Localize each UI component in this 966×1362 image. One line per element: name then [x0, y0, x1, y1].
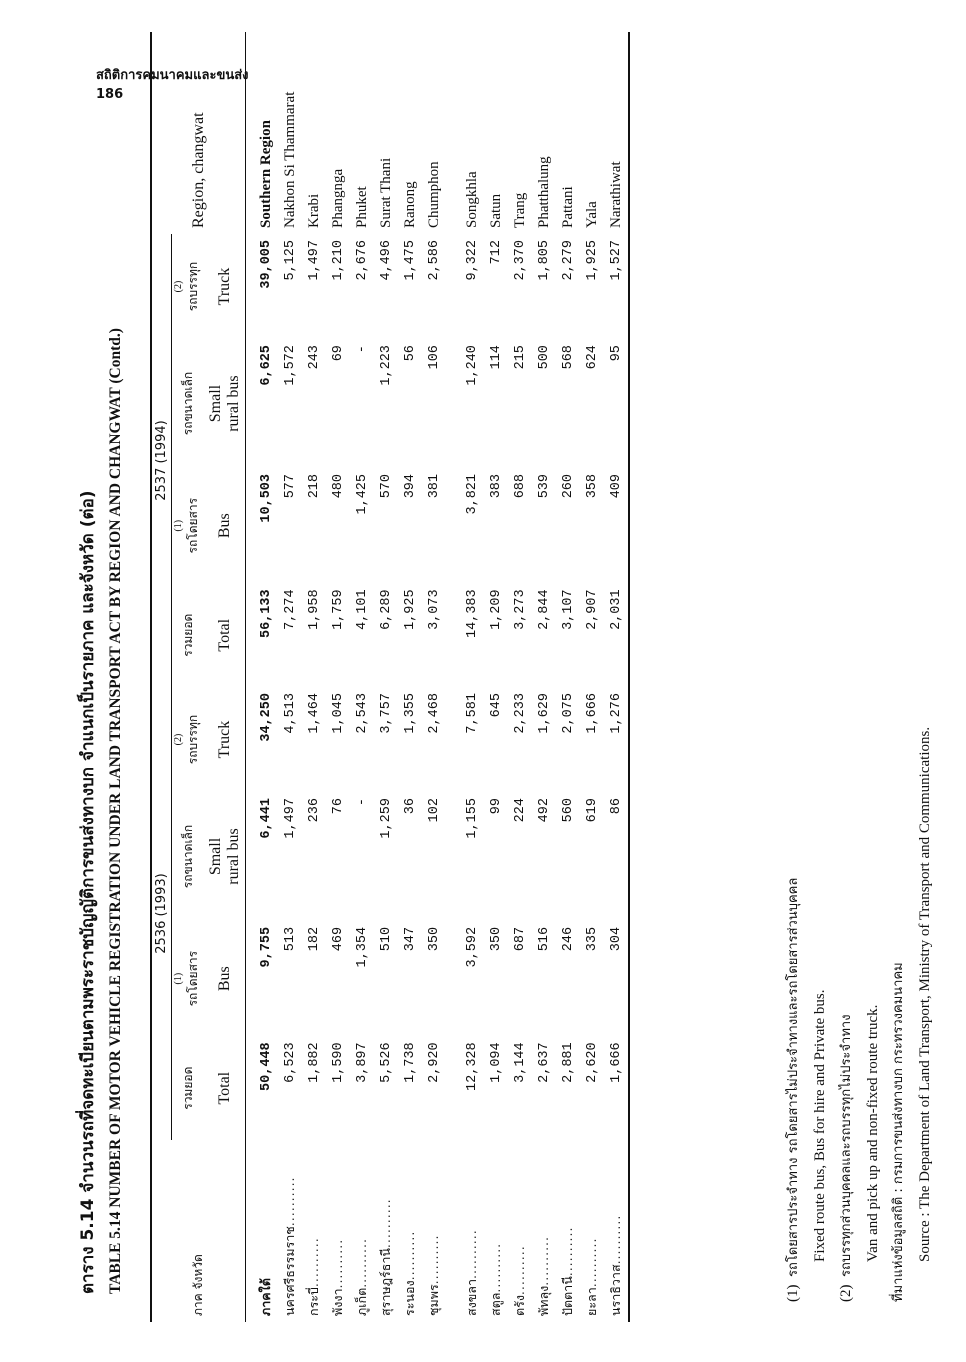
table-row	[326, 32, 350, 1322]
row-name-thai: ชุมพร..........	[426, 1234, 441, 1316]
row-name-thai: สตูล..........	[488, 1242, 503, 1316]
cell-b94: 688	[512, 473, 528, 499]
cell-k93: 3,757	[378, 693, 394, 734]
col-small-thai-1: รถขนาดเล็ก	[181, 371, 195, 436]
cell-t94: 14,383	[464, 589, 480, 639]
table-row	[484, 32, 508, 1322]
table-row	[398, 32, 422, 1322]
table-row	[604, 32, 629, 1322]
cell-s94: 6,625	[258, 345, 274, 386]
row-name-english: Yala	[583, 201, 600, 228]
cell-s94: 1,223	[378, 345, 394, 386]
row-name-thai: ภูเก็ต..........	[354, 1238, 369, 1316]
row-name-english: Phangnga	[329, 168, 346, 228]
col-bus-thai-0: (1) รถโดยสาร	[173, 950, 200, 1007]
row-name-english: Chumphon	[425, 161, 442, 228]
row-name-english: Surat Thani	[377, 157, 394, 228]
year-1993: 2536 (1993)	[151, 687, 172, 1140]
cell-t94: 3,107	[560, 589, 576, 630]
cell-t94: 6,289	[378, 589, 394, 630]
cell-b93: 246	[560, 926, 576, 952]
row-name-thai: ปัตตานี..........	[560, 1226, 575, 1316]
row-name-thai: ตรัง..........	[512, 1245, 527, 1316]
table-row	[508, 32, 532, 1322]
cell-b94: 480	[330, 473, 346, 499]
cell-t94: 4,101	[354, 589, 370, 630]
col-en-0-1: Total	[216, 618, 233, 652]
cell-b94: 539	[536, 473, 552, 499]
cell-s93: 6,441	[258, 798, 274, 839]
table-row	[446, 32, 484, 1322]
cell-k93: 1,629	[536, 693, 552, 734]
cell-b94: 394	[402, 473, 418, 499]
cell-b94: 383	[488, 473, 504, 499]
row-name-thai: ยะลา..........	[584, 1237, 599, 1316]
col-en-3-0: Truck	[216, 720, 233, 759]
cell-b94: 3,821	[464, 473, 480, 515]
row-name-english: Songkhla	[463, 171, 480, 228]
cell-k94: 1,805	[536, 240, 552, 281]
cell-t93: 1,590	[330, 1042, 346, 1083]
cell-t94: 56,133	[258, 589, 274, 639]
row-name-english: Phuket	[353, 186, 370, 228]
cell-s94: 69	[330, 345, 346, 362]
year-1994: 2537 (1994)	[151, 234, 172, 687]
cell-b93: 350	[488, 926, 504, 952]
cell-k93: 1,464	[306, 693, 322, 734]
cell-k94: 1,497	[306, 240, 322, 281]
cell-s94: 243	[306, 345, 322, 370]
cell-t93: 3,144	[512, 1042, 528, 1083]
cell-t94: 1,759	[330, 589, 346, 630]
row-name-english: Southern Region	[257, 120, 274, 228]
row-name-english: Narathiwat	[607, 161, 624, 228]
cell-k94: 4,496	[378, 240, 394, 281]
cell-s93: 224	[512, 798, 528, 823]
cell-s94: 500	[536, 345, 552, 370]
cell-s94: 568	[560, 345, 576, 370]
cell-s93: 76	[330, 798, 346, 815]
note-1-thai: รถโดยสารประจำทาง รถโดยสารไม่ประจำทางและรถโดยสารส่วนบุคคล	[786, 877, 801, 1277]
cell-s94: 95	[608, 345, 624, 362]
cell-k93: 2,468	[426, 693, 442, 734]
cell-s93: 236	[306, 798, 322, 823]
cell-t93: 1,094	[488, 1042, 504, 1083]
cell-t93: 1,738	[402, 1042, 418, 1083]
col-total-thai-0: รวมยอด	[181, 1066, 195, 1110]
table-row	[422, 32, 446, 1322]
region-header-th: ภาค จังหวัด	[191, 1254, 205, 1316]
cell-k93: 1,355	[402, 693, 418, 734]
table-row	[302, 32, 326, 1322]
cell-b93: 9,755	[258, 926, 274, 968]
cell-s94: 106	[426, 345, 442, 370]
col-en-1-0: Bus	[216, 966, 233, 992]
table-caption	[74, 64, 125, 1294]
col-bus-thai-1: (1) รถโดยสาร	[173, 497, 200, 554]
cell-s94: 624	[584, 345, 600, 370]
cell-s93: 99	[488, 798, 504, 815]
cell-s93: 1,259	[378, 798, 394, 839]
cell-k94: 5,125	[282, 240, 298, 281]
cell-b93: 304	[608, 926, 624, 952]
registration-table	[150, 32, 630, 1322]
cell-s93: 1,155	[464, 798, 480, 839]
cell-b94: 570	[378, 473, 394, 499]
table-row	[556, 32, 580, 1322]
source-thai: ที่มาแห่งข้อมูลสถิติ : กรมการขนส่งทางบก กระทรวงคมนาคม	[891, 962, 906, 1302]
cell-s93: 560	[560, 798, 576, 823]
row-name-english: Pattani	[559, 186, 576, 228]
cell-t93: 3,897	[354, 1042, 370, 1083]
cell-b93: 510	[378, 926, 394, 952]
region-header-en: Region, changwat	[189, 112, 207, 228]
cell-t93: 12,328	[464, 1042, 480, 1091]
col-truck-thai-0: (2) รถบรรทุก	[173, 714, 200, 765]
cell-k93: 34,250	[258, 693, 274, 742]
cell-k93: 2,233	[512, 693, 528, 734]
col-en-0-0: Total	[216, 1071, 233, 1105]
table-row	[278, 32, 302, 1322]
cell-k94: 1,475	[402, 240, 418, 281]
cell-t94: 3,273	[512, 589, 528, 630]
cell-s93: 86	[608, 798, 624, 815]
footnotes	[780, 52, 938, 1302]
cell-t93: 50,448	[258, 1042, 274, 1091]
cell-k93: 1,276	[608, 693, 624, 734]
cell-b93: 513	[282, 926, 298, 952]
cell-k93: 2,543	[354, 693, 370, 734]
cell-k93: 2,075	[560, 693, 576, 734]
cell-b93: 687	[512, 926, 528, 952]
cell-s93: -	[354, 798, 370, 807]
cell-t94: 3,073	[426, 589, 442, 630]
cell-s93: 492	[536, 798, 552, 823]
cell-b94: 577	[282, 473, 298, 499]
cell-t94: 2,031	[608, 589, 624, 630]
cell-t93: 1,666	[608, 1042, 624, 1083]
source-english: Source : The Department of Land Transport, Ministry of Transport and Communications.	[917, 726, 933, 1262]
cell-b94: 260	[560, 473, 576, 499]
cell-k94: 2,676	[354, 240, 370, 281]
row-name-english: Phatthalung	[535, 156, 552, 228]
caption-english: TABLE 5.14 NUMBER OF MOTOR VEHICLE REGISTRATION UNDER LAND TRANSPORT ACT BY REGION AND CHANGWAT (Contd.)	[107, 328, 124, 1294]
col-en-2-0: Small rural bus	[207, 828, 242, 885]
cell-s93: 619	[584, 798, 600, 823]
table-row	[350, 32, 374, 1322]
cell-t94: 7,274	[282, 589, 298, 630]
row-name-english: Nakhon Si Thammarat	[281, 91, 298, 228]
cell-b94: 218	[306, 473, 322, 499]
cell-b93: 516	[536, 926, 552, 952]
cell-t93: 2,920	[426, 1042, 442, 1083]
row-name-thai: นครศรีธรรมราช..........	[282, 1176, 297, 1316]
cell-k94: 2,370	[512, 240, 528, 281]
cell-b94: 1,425	[354, 473, 370, 515]
row-name-thai: พัทลุง..........	[536, 1236, 551, 1316]
row-name-thai: นราธิวาส..........	[608, 1214, 623, 1316]
page-number: 186	[96, 87, 124, 102]
cell-k94: 1,527	[608, 240, 624, 281]
cell-b93: 469	[330, 926, 346, 952]
row-name-thai: พังงา..........	[330, 1238, 345, 1316]
cell-b93: 347	[402, 926, 418, 952]
col-en-2-1: Small rural bus	[207, 375, 242, 432]
row-name-thai: ภาคใต้	[258, 1278, 273, 1316]
table-row	[532, 32, 556, 1322]
cell-k94: 39,005	[258, 240, 274, 289]
cell-t94: 2,907	[584, 589, 600, 630]
cell-s93: 102	[426, 798, 442, 823]
cell-b93: 182	[306, 926, 322, 952]
cell-k93: 645	[488, 693, 504, 718]
col-small-thai-0: รถขนาดเล็ก	[181, 824, 195, 889]
note-1-english: Fixed route bus, Bus for hire and Private bus.	[812, 989, 828, 1262]
cell-b93: 335	[584, 926, 600, 952]
cell-t93: 1,882	[306, 1042, 322, 1083]
row-name-english: Ranong	[401, 181, 418, 228]
row-name-thai: กระบี่..........	[306, 1237, 321, 1316]
cell-k94: 712	[488, 240, 504, 265]
cell-t93: 2,637	[536, 1042, 552, 1083]
table-row	[374, 32, 398, 1322]
cell-t94: 2,844	[536, 589, 552, 630]
cell-t93: 6,523	[282, 1042, 298, 1083]
cell-t94: 1,958	[306, 589, 322, 630]
cell-t94: 1,925	[402, 589, 418, 630]
col-truck-thai-1: (2) รถบรรทุก	[173, 261, 200, 312]
cell-t93: 2,881	[560, 1042, 576, 1083]
cell-t93: 5,526	[378, 1042, 394, 1083]
cell-t93: 2,620	[584, 1042, 600, 1083]
col-total-thai-1: รวมยอด	[181, 613, 195, 657]
cell-b94: 381	[426, 473, 442, 499]
cell-k94: 1,925	[584, 240, 600, 281]
cell-s94: -	[354, 345, 370, 354]
cell-s94: 1,240	[464, 345, 480, 386]
cell-k93: 1,045	[330, 693, 346, 734]
row-name-thai: ระนอง..........	[402, 1230, 417, 1316]
cell-b93: 3,592	[464, 926, 480, 968]
row-name-thai: สุราษฎร์ธานี..........	[378, 1198, 393, 1316]
cell-b93: 350	[426, 926, 442, 952]
note-2-mark: (2)	[838, 1284, 854, 1302]
cell-k94: 2,586	[426, 240, 442, 281]
row-name-english: Satun	[487, 193, 504, 228]
cell-b94: 409	[608, 473, 624, 499]
note-1-mark: (1)	[785, 1284, 801, 1302]
cell-s93: 36	[402, 798, 418, 815]
cell-s93: 1,497	[282, 798, 298, 839]
cell-k93: 1,666	[584, 693, 600, 734]
cell-k94: 9,322	[464, 240, 480, 281]
cell-s94: 56	[402, 345, 418, 362]
note-2-english: Van and pick up and non-fixed route truck.	[865, 1004, 881, 1262]
cell-s94: 1,572	[282, 345, 298, 386]
cell-k94: 1,210	[330, 240, 346, 281]
cell-b94: 10,503	[258, 473, 274, 523]
table-row	[580, 32, 604, 1322]
row-name-english: Trang	[511, 192, 528, 228]
cell-b94: 358	[584, 473, 600, 499]
cell-s94: 114	[488, 345, 504, 370]
cell-t94: 1,209	[488, 589, 504, 630]
cell-k93: 7,581	[464, 693, 480, 734]
col-en-1-1: Bus	[216, 513, 233, 539]
caption-thai: ตาราง 5.14 จำนวนรถที่จดทะเบียนตามพระราชบัญญัติการขนส่งทางบก จำแนกเป็นรายภาค และจังหวัด (ต่อ)	[78, 490, 98, 1294]
col-en-3-1: Truck	[216, 267, 233, 306]
row-name-english: Krabi	[305, 193, 322, 228]
cell-s94: 215	[512, 345, 528, 370]
row-name-thai: สงขลา..........	[464, 1229, 479, 1316]
cell-k94: 2,279	[560, 240, 576, 281]
section-title: สถิติการคมนาคมและขนส่ง	[96, 68, 249, 83]
table-row	[246, 32, 279, 1322]
note-2-thai: รถบรรทุกส่วนบุคคลและรถบรรทุกไม่ประจำทาง	[839, 1014, 854, 1277]
cell-b93: 1,354	[354, 926, 370, 968]
cell-k93: 4,513	[282, 693, 298, 734]
